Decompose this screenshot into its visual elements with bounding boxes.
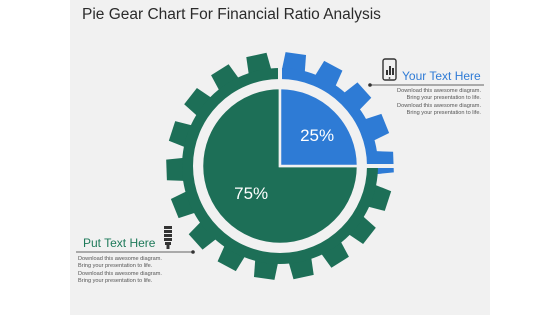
mobile-chart-icon bbox=[383, 59, 396, 80]
right-callout-body bbox=[384, 88, 481, 118]
pie-slice-label: 75% bbox=[234, 183, 269, 203]
pie-slice-label: 25% bbox=[300, 125, 335, 145]
pie-slices bbox=[202, 88, 358, 244]
page-title: Pie Gear Chart For Financial Ratio Analysis bbox=[82, 6, 381, 23]
gear-tooth bbox=[376, 151, 394, 174]
lightbulb-icon bbox=[164, 226, 172, 249]
gear-tooth bbox=[166, 158, 184, 181]
left-callout-body bbox=[78, 256, 162, 286]
right-callout-title: Your Text Here bbox=[402, 69, 481, 83]
right-callout-line: Bring your presentation to life. bbox=[406, 110, 481, 117]
left-callout-title: Put Text Here bbox=[83, 236, 156, 250]
left-callout-line: Download this awesome diagram. bbox=[78, 256, 162, 262]
left-callout-line: Download this awesome diagram. bbox=[78, 270, 162, 277]
left-callout-line: Bring your presentation to life. bbox=[78, 263, 153, 270]
right-callout-connector bbox=[368, 83, 484, 87]
right-callout-line: Download this awesome diagram. bbox=[397, 88, 481, 94]
left-callout-connector bbox=[76, 250, 195, 254]
right-callout-line: Bring your presentation to life. bbox=[406, 95, 481, 102]
left-callout-line: Bring your presentation to life. bbox=[78, 278, 153, 285]
right-callout-line: Download this awesome diagram. bbox=[397, 102, 481, 109]
